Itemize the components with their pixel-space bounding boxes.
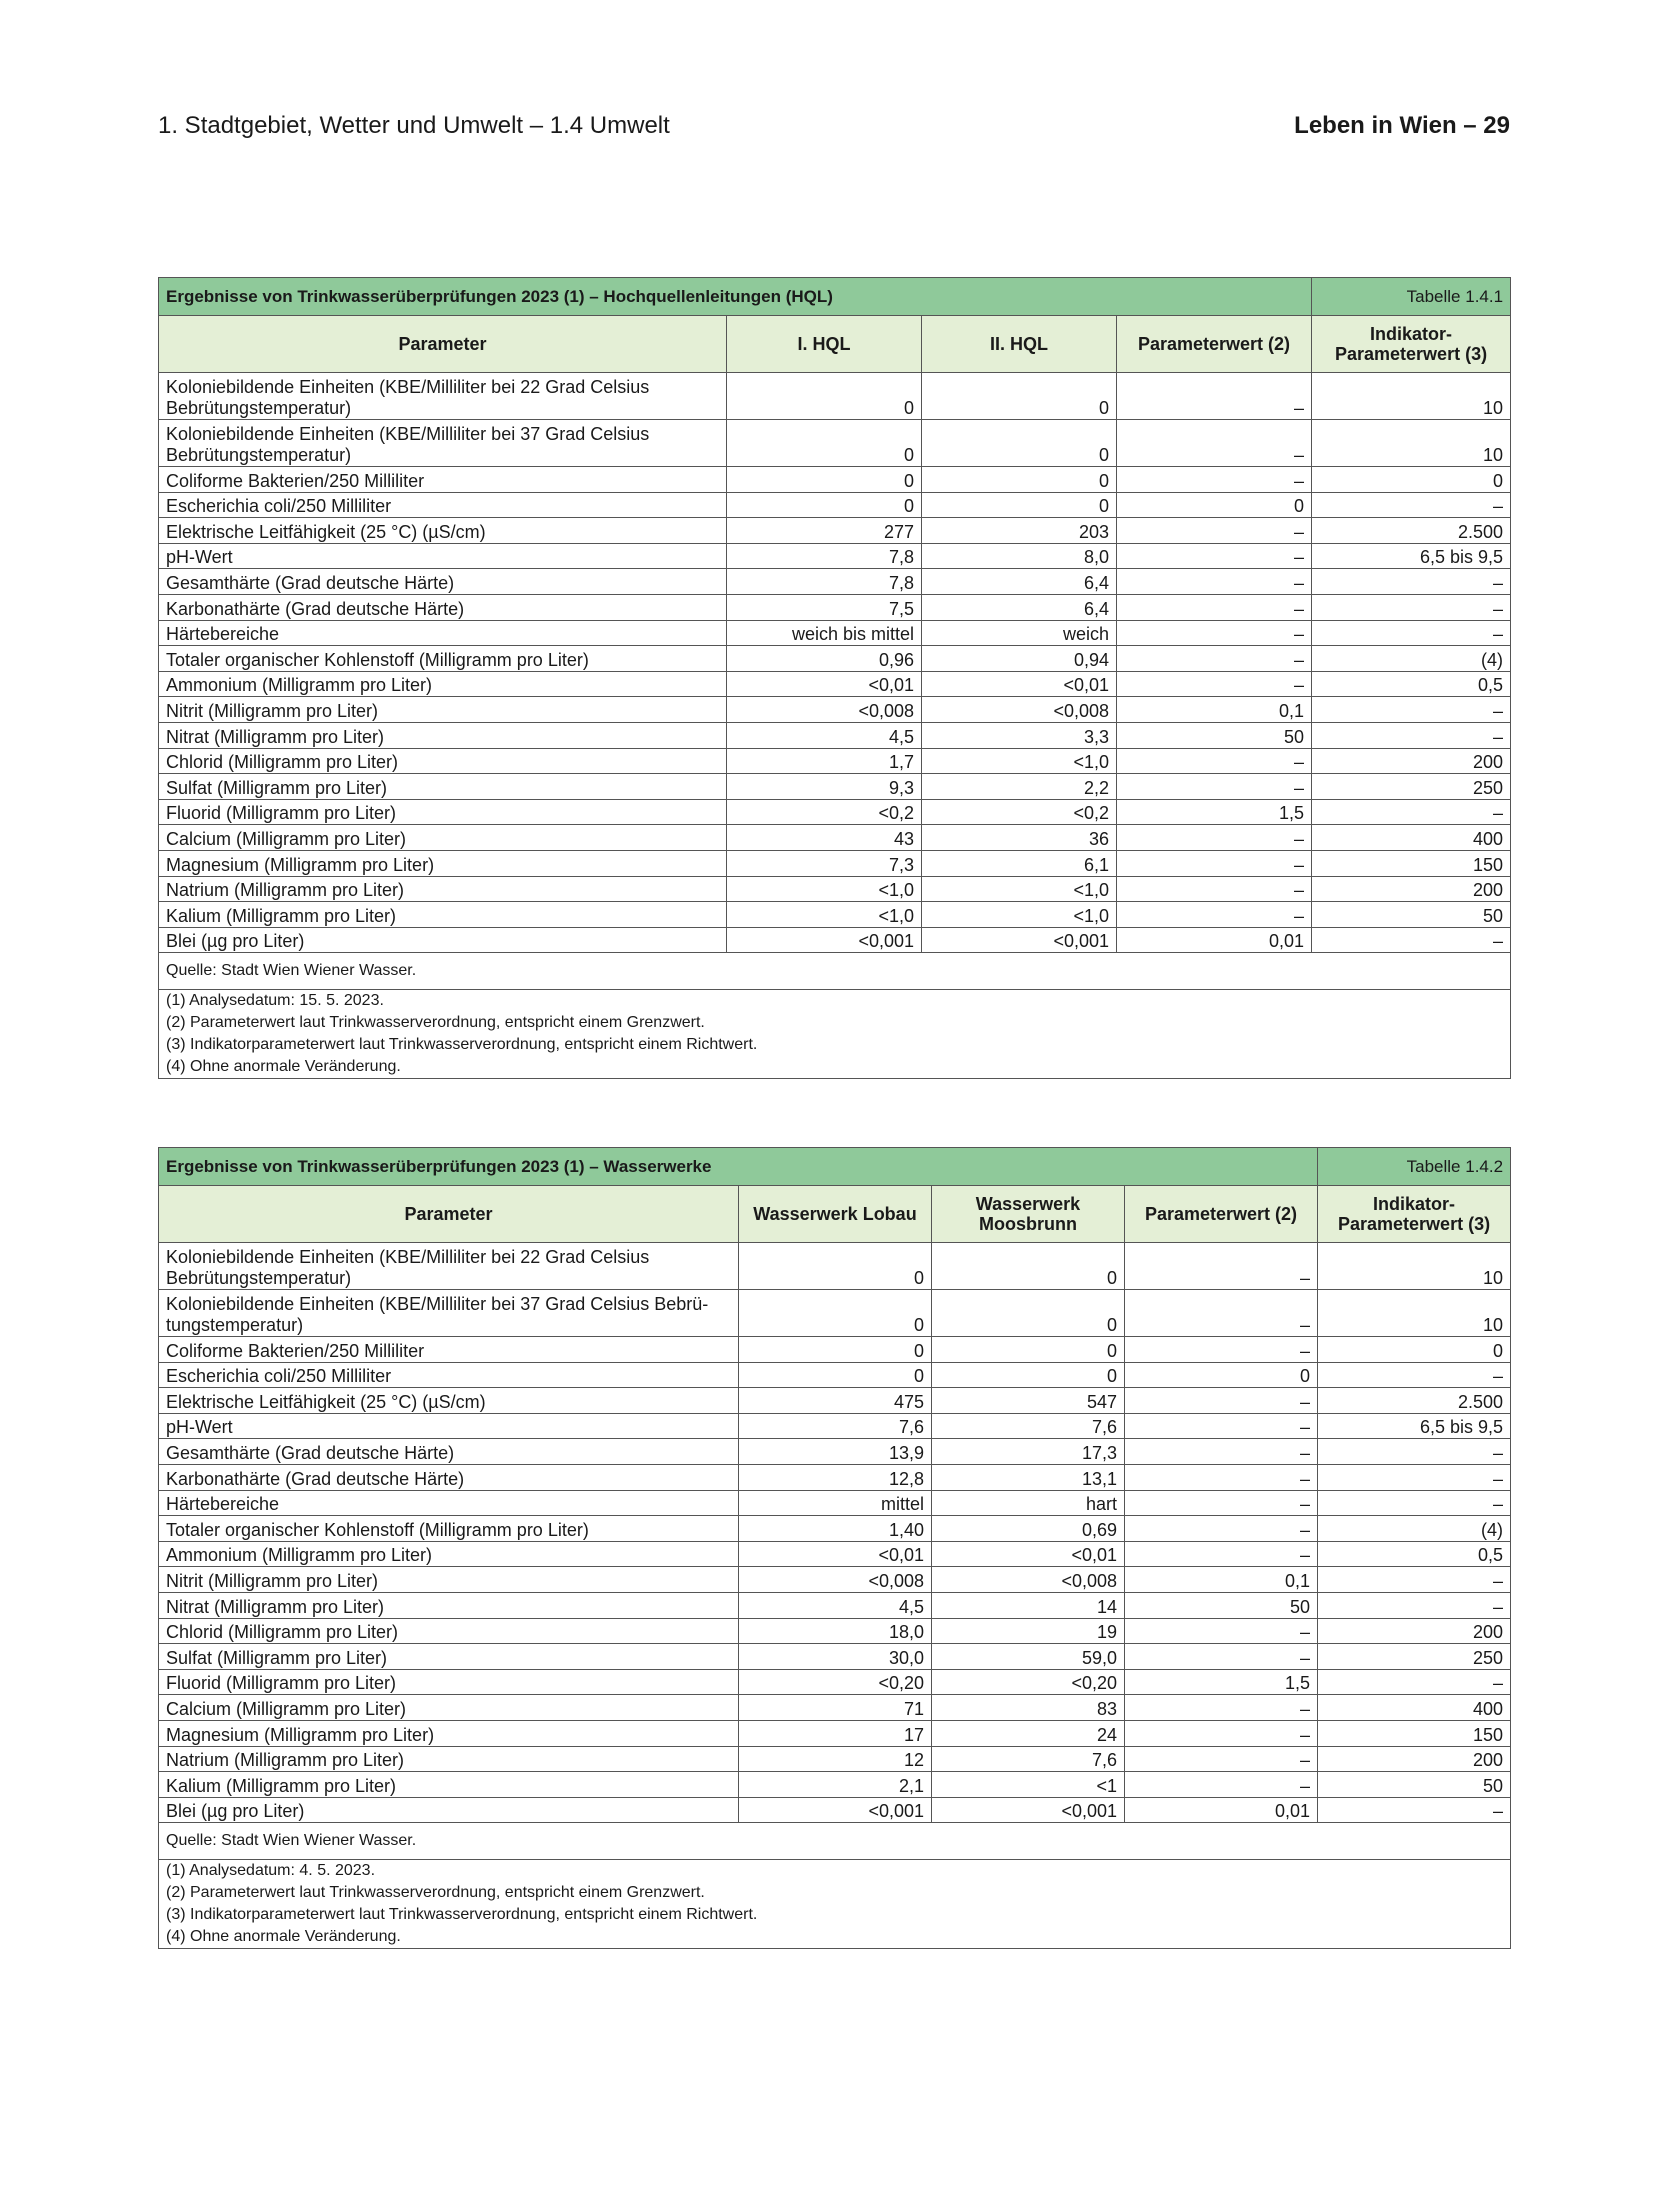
value-cell: 0 (1125, 1362, 1318, 1388)
table-row (159, 902, 1511, 928)
table-row (159, 1746, 1511, 1772)
value-cell: – (1117, 594, 1312, 620)
value-cell: 0 (727, 420, 922, 467)
value-cell: – (1318, 1464, 1511, 1490)
value-cell: 0 (739, 1337, 932, 1363)
parameter-cell: Calcium (Milligramm pro Liter) (159, 1695, 739, 1721)
parameter-cell: Gesamthärte (Grad deutsche Härte) (159, 569, 727, 595)
footnote: (2) Parameterwert laut Trinkwasserverordnung, entspricht einem Grenzwert. (166, 1014, 705, 1032)
parameter-cell: Totaler organischer Kohlenstoff (Milligramm pro Liter) (159, 1516, 739, 1542)
parameter-cell: Ammonium (Milligramm pro Liter) (159, 1541, 739, 1567)
table-row (159, 646, 1511, 672)
table-row (159, 1337, 1511, 1363)
value-cell: <1,0 (922, 876, 1117, 902)
value-cell: <0,20 (739, 1669, 932, 1695)
value-cell: – (1117, 518, 1312, 544)
table-row (159, 1541, 1511, 1567)
value-cell: – (1125, 1439, 1318, 1465)
value-cell: – (1312, 569, 1511, 595)
value-cell: 2.500 (1312, 518, 1511, 544)
parameter-cell: Coliforme Bakterien/250 Milliliter (159, 467, 727, 493)
value-cell: <0,01 (739, 1541, 932, 1567)
value-cell: 14 (932, 1592, 1125, 1618)
value-cell: – (1125, 1516, 1318, 1542)
parameter-cell: Elektrische Leitfähigkeit (25 °C) (µS/cm) (159, 1388, 739, 1414)
value-cell: 10 (1318, 1243, 1511, 1290)
value-cell: – (1125, 1337, 1318, 1363)
value-cell: 7,6 (739, 1413, 932, 1439)
table-hql (158, 277, 1510, 1079)
value-cell: 1,7 (727, 748, 922, 774)
value-cell: – (1117, 620, 1312, 646)
value-cell: hart (932, 1490, 1125, 1516)
table-number: Tabelle 1.4.2 (1318, 1148, 1511, 1186)
table-row (159, 748, 1511, 774)
value-cell: 200 (1312, 748, 1511, 774)
value-cell: 0 (1312, 467, 1511, 493)
value-cell: <1,0 (727, 902, 922, 928)
parameter-cell: Blei (µg pro Liter) (159, 1797, 739, 1823)
column-header: II. HQL (922, 316, 1117, 373)
value-cell: – (1318, 1797, 1511, 1823)
value-cell: 13,9 (739, 1439, 932, 1465)
value-cell: – (1312, 927, 1511, 953)
value-cell: 7,5 (727, 594, 922, 620)
value-cell: 83 (932, 1695, 1125, 1721)
value-cell: 0 (932, 1290, 1125, 1337)
column-header: Parameterwert (2) (1117, 316, 1312, 373)
data-table (158, 1147, 1511, 1949)
table-source: Quelle: Stadt Wien Wiener Wasser. (159, 953, 1511, 990)
table-row (159, 927, 1511, 953)
value-cell: 1,5 (1117, 799, 1312, 825)
value-cell: <0,001 (739, 1797, 932, 1823)
value-cell: 7,8 (727, 543, 922, 569)
value-cell: – (1318, 1490, 1511, 1516)
column-header: I. HQL (727, 316, 922, 373)
value-cell: 3,3 (922, 722, 1117, 748)
parameter-cell: Karbonathärte (Grad deutsche Härte) (159, 1464, 739, 1490)
parameter-cell: Totaler organischer Kohlenstoff (Milligramm pro Liter) (159, 646, 727, 672)
parameter-cell: Escherichia coli/250 Milliliter (159, 492, 727, 518)
value-cell: 17 (739, 1720, 932, 1746)
table-row (159, 850, 1511, 876)
table-row (159, 1243, 1511, 1290)
column-header: Wasserwerk Lobau (739, 1186, 932, 1243)
value-cell: 7,8 (727, 569, 922, 595)
value-cell: 0,1 (1125, 1567, 1318, 1593)
value-cell: <0,01 (932, 1541, 1125, 1567)
parameter-cell: pH-Wert (159, 543, 727, 569)
value-cell: 8,0 (922, 543, 1117, 569)
parameter-cell: Koloniebildende Einheiten (KBE/Milliliter bei 22 Grad Celsius Bebrütungstemperatur) (159, 373, 727, 420)
value-cell: – (1117, 850, 1312, 876)
value-cell: 0 (922, 467, 1117, 493)
value-cell: 36 (922, 825, 1117, 851)
table-row (159, 1464, 1511, 1490)
value-cell: 400 (1312, 825, 1511, 851)
value-cell: 2.500 (1318, 1388, 1511, 1414)
value-cell: 10 (1312, 373, 1511, 420)
value-cell: – (1125, 1772, 1318, 1798)
value-cell: 24 (932, 1720, 1125, 1746)
table-row (159, 420, 1511, 467)
parameter-cell: Magnesium (Milligramm pro Liter) (159, 1720, 739, 1746)
parameter-cell: Coliforme Bakterien/250 Milliliter (159, 1337, 739, 1363)
value-cell: 6,5 bis 9,5 (1312, 543, 1511, 569)
parameter-cell: Calcium (Milligramm pro Liter) (159, 825, 727, 851)
value-cell: – (1125, 1541, 1318, 1567)
parameter-cell: Nitrit (Milligramm pro Liter) (159, 1567, 739, 1593)
value-cell: weich bis mittel (727, 620, 922, 646)
value-cell: 50 (1318, 1772, 1511, 1798)
value-cell: 0 (727, 467, 922, 493)
parameter-cell: Sulfat (Milligramm pro Liter) (159, 774, 727, 800)
value-cell: – (1125, 1464, 1318, 1490)
table-row (159, 722, 1511, 748)
parameter-cell: Koloniebildende Einheiten (KBE/Milliliter bei 37 Grad Celsius Bebrütungstemperatur) (159, 420, 727, 467)
value-cell: 0,5 (1318, 1541, 1511, 1567)
table-row (159, 1669, 1511, 1695)
value-cell: – (1312, 799, 1511, 825)
table-row (159, 1490, 1511, 1516)
value-cell: 17,3 (932, 1439, 1125, 1465)
value-cell: – (1125, 1695, 1318, 1721)
value-cell: – (1312, 492, 1511, 518)
table-row (159, 1567, 1511, 1593)
parameter-cell: Nitrit (Milligramm pro Liter) (159, 697, 727, 723)
value-cell: 2,1 (739, 1772, 932, 1798)
table-number: Tabelle 1.4.1 (1312, 278, 1511, 316)
footnote: (4) Ohne anormale Veränderung. (166, 1058, 401, 1076)
table-row (159, 543, 1511, 569)
value-cell: – (1117, 467, 1312, 493)
value-cell: 6,5 bis 9,5 (1318, 1413, 1511, 1439)
data-table (158, 277, 1511, 1079)
value-cell: 43 (727, 825, 922, 851)
value-cell: – (1117, 646, 1312, 672)
value-cell: 12 (739, 1746, 932, 1772)
table-wasserwerke (158, 1147, 1510, 1949)
parameter-cell: Fluorid (Milligramm pro Liter) (159, 799, 727, 825)
value-cell: – (1117, 774, 1312, 800)
value-cell: <1 (932, 1772, 1125, 1798)
value-cell: 18,0 (739, 1618, 932, 1644)
value-cell: 0 (922, 420, 1117, 467)
value-cell: 0,01 (1125, 1797, 1318, 1823)
value-cell: 0 (922, 373, 1117, 420)
table-row (159, 518, 1511, 544)
value-cell: weich (922, 620, 1117, 646)
value-cell: 547 (932, 1388, 1125, 1414)
parameter-cell: Chlorid (Milligramm pro Liter) (159, 748, 727, 774)
value-cell: 400 (1318, 1695, 1511, 1721)
value-cell: 0,69 (932, 1516, 1125, 1542)
value-cell: – (1125, 1290, 1318, 1337)
value-cell: 0 (739, 1290, 932, 1337)
value-cell: 7,3 (727, 850, 922, 876)
parameter-cell: Natrium (Milligramm pro Liter) (159, 876, 727, 902)
value-cell: 0 (1318, 1337, 1511, 1363)
footnote: (4) Ohne anormale Veränderung. (166, 1928, 401, 1946)
parameter-cell: Escherichia coli/250 Milliliter (159, 1362, 739, 1388)
column-header: Parameter (159, 1186, 739, 1243)
table-row (159, 569, 1511, 595)
value-cell: 6,4 (922, 594, 1117, 620)
column-header: Indikator- Parameterwert (3) (1318, 1186, 1511, 1243)
value-cell: – (1117, 543, 1312, 569)
parameter-cell: Koloniebildende Einheiten (KBE/Milliliter bei 37 Grad Celsius Bebrü- tungstemperatur) (159, 1290, 739, 1337)
value-cell: – (1125, 1746, 1318, 1772)
value-cell: 0 (739, 1243, 932, 1290)
value-cell: 50 (1125, 1592, 1318, 1618)
value-cell: <0,008 (922, 697, 1117, 723)
value-cell: 150 (1312, 850, 1511, 876)
value-cell: <0,001 (932, 1797, 1125, 1823)
value-cell: <0,001 (922, 927, 1117, 953)
parameter-cell: Blei (µg pro Liter) (159, 927, 727, 953)
value-cell: 1,5 (1125, 1669, 1318, 1695)
value-cell: 0 (932, 1243, 1125, 1290)
table-row (159, 1413, 1511, 1439)
value-cell: – (1312, 620, 1511, 646)
table-title: Ergebnisse von Trinkwasserüberprüfungen 2023 (1) – Wasserwerke (159, 1148, 1318, 1186)
value-cell: – (1117, 876, 1312, 902)
parameter-cell: Härtebereiche (159, 1490, 739, 1516)
value-cell: 0 (727, 373, 922, 420)
value-cell: – (1117, 569, 1312, 595)
value-cell: 19 (932, 1618, 1125, 1644)
parameter-cell: Koloniebildende Einheiten (KBE/Milliliter bei 22 Grad Celsius Bebrütungstemperatur) (159, 1243, 739, 1290)
parameter-cell: Chlorid (Milligramm pro Liter) (159, 1618, 739, 1644)
value-cell: – (1117, 748, 1312, 774)
value-cell: 0 (727, 492, 922, 518)
value-cell: 200 (1312, 876, 1511, 902)
value-cell: 0 (932, 1362, 1125, 1388)
parameter-cell: Fluorid (Milligramm pro Liter) (159, 1669, 739, 1695)
value-cell: 150 (1318, 1720, 1511, 1746)
value-cell: mittel (739, 1490, 932, 1516)
value-cell: – (1125, 1490, 1318, 1516)
value-cell: 7,6 (932, 1746, 1125, 1772)
table-row (159, 671, 1511, 697)
value-cell: <0,20 (932, 1669, 1125, 1695)
value-cell: 200 (1318, 1746, 1511, 1772)
value-cell: – (1318, 1567, 1511, 1593)
value-cell: <1,0 (727, 876, 922, 902)
value-cell: 10 (1318, 1290, 1511, 1337)
table-notes (159, 990, 1511, 1079)
table-row (159, 620, 1511, 646)
parameter-cell: Gesamthärte (Grad deutsche Härte) (159, 1439, 739, 1465)
table-row (159, 1797, 1511, 1823)
value-cell: <0,2 (922, 799, 1117, 825)
value-cell: – (1117, 902, 1312, 928)
value-cell: – (1318, 1669, 1511, 1695)
value-cell: – (1318, 1362, 1511, 1388)
page-header (158, 112, 1510, 140)
column-header: Indikator- Parameterwert (3) (1312, 316, 1511, 373)
value-cell: 0 (1117, 492, 1312, 518)
value-cell: 475 (739, 1388, 932, 1414)
value-cell: – (1125, 1388, 1318, 1414)
value-cell: 0,5 (1312, 671, 1511, 697)
value-cell: – (1125, 1720, 1318, 1746)
table-row (159, 492, 1511, 518)
value-cell: <0,2 (727, 799, 922, 825)
value-cell: 13,1 (932, 1464, 1125, 1490)
table-row (159, 1772, 1511, 1798)
table-row (159, 1644, 1511, 1670)
value-cell: – (1117, 373, 1312, 420)
table-row (159, 467, 1511, 493)
value-cell: <0,008 (727, 697, 922, 723)
value-cell: <0,01 (922, 671, 1117, 697)
parameter-cell: Nitrat (Milligramm pro Liter) (159, 1592, 739, 1618)
value-cell: – (1125, 1618, 1318, 1644)
parameter-cell: Ammonium (Milligramm pro Liter) (159, 671, 727, 697)
value-cell: 0,01 (1117, 927, 1312, 953)
parameter-cell: Sulfat (Milligramm pro Liter) (159, 1644, 739, 1670)
footnote: (1) Analysedatum: 4. 5. 2023. (166, 1862, 376, 1880)
value-cell: 250 (1312, 774, 1511, 800)
parameter-cell: pH-Wert (159, 1413, 739, 1439)
value-cell: <0,008 (739, 1567, 932, 1593)
parameter-cell: Nitrat (Milligramm pro Liter) (159, 722, 727, 748)
table-row (159, 1439, 1511, 1465)
page-number: Leben in Wien – 29 (1294, 112, 1510, 139)
value-cell: 1,40 (739, 1516, 932, 1542)
value-cell: 0 (922, 492, 1117, 518)
value-cell: – (1117, 420, 1312, 467)
table-row (159, 1695, 1511, 1721)
value-cell: 59,0 (932, 1644, 1125, 1670)
table-row (159, 876, 1511, 902)
value-cell: 0 (932, 1337, 1125, 1363)
value-cell: – (1318, 1439, 1511, 1465)
footnote: (2) Parameterwert laut Trinkwasserverordnung, entspricht einem Grenzwert. (166, 1884, 705, 1902)
table-title: Ergebnisse von Trinkwasserüberprüfungen 2023 (1) – Hochquellenleitungen (HQL) (159, 278, 1312, 316)
value-cell: <0,01 (727, 671, 922, 697)
value-cell: 6,1 (922, 850, 1117, 876)
table-row (159, 1720, 1511, 1746)
footnote: (3) Indikatorparameterwert laut Trinkwasserverordnung, entspricht einem Richtwert. (166, 1036, 758, 1054)
table-row (159, 825, 1511, 851)
table-row (159, 594, 1511, 620)
column-header: Parameterwert (2) (1125, 1186, 1318, 1243)
value-cell: 2,2 (922, 774, 1117, 800)
value-cell: (4) (1318, 1516, 1511, 1542)
value-cell: 50 (1117, 722, 1312, 748)
value-cell: – (1125, 1243, 1318, 1290)
value-cell: 0 (739, 1362, 932, 1388)
value-cell: 0,94 (922, 646, 1117, 672)
value-cell: 200 (1318, 1618, 1511, 1644)
value-cell: 0,96 (727, 646, 922, 672)
value-cell: – (1117, 671, 1312, 697)
value-cell: – (1125, 1644, 1318, 1670)
value-cell: 30,0 (739, 1644, 932, 1670)
value-cell: – (1312, 594, 1511, 620)
table-row (159, 697, 1511, 723)
value-cell: – (1312, 697, 1511, 723)
table-source: Quelle: Stadt Wien Wiener Wasser. (159, 1823, 1511, 1860)
parameter-cell: Karbonathärte (Grad deutsche Härte) (159, 594, 727, 620)
value-cell: 71 (739, 1695, 932, 1721)
value-cell: – (1318, 1592, 1511, 1618)
value-cell: 10 (1312, 420, 1511, 467)
table-row (159, 1516, 1511, 1542)
value-cell: 4,5 (727, 722, 922, 748)
value-cell: – (1117, 825, 1312, 851)
table-row (159, 1362, 1511, 1388)
column-header: Wasserwerk Moosbrunn (932, 1186, 1125, 1243)
parameter-cell: Kalium (Milligramm pro Liter) (159, 1772, 739, 1798)
value-cell: 0,1 (1117, 697, 1312, 723)
value-cell: <1,0 (922, 748, 1117, 774)
value-cell: 250 (1318, 1644, 1511, 1670)
footnote: (3) Indikatorparameterwert laut Trinkwasserverordnung, entspricht einem Richtwert. (166, 1906, 758, 1924)
value-cell: 6,4 (922, 569, 1117, 595)
value-cell: 7,6 (932, 1413, 1125, 1439)
value-cell: – (1312, 722, 1511, 748)
table-row (159, 1290, 1511, 1337)
value-cell: 4,5 (739, 1592, 932, 1618)
table-row (159, 799, 1511, 825)
table-notes (159, 1860, 1511, 1949)
parameter-cell: Natrium (Milligramm pro Liter) (159, 1746, 739, 1772)
table-row (159, 1388, 1511, 1414)
value-cell: 203 (922, 518, 1117, 544)
table-row (159, 774, 1511, 800)
parameter-cell: Kalium (Milligramm pro Liter) (159, 902, 727, 928)
footnote: (1) Analysedatum: 15. 5. 2023. (166, 992, 384, 1010)
value-cell: 50 (1312, 902, 1511, 928)
column-header: Parameter (159, 316, 727, 373)
value-cell: 9,3 (727, 774, 922, 800)
value-cell: 277 (727, 518, 922, 544)
value-cell: <1,0 (922, 902, 1117, 928)
table-row (159, 1618, 1511, 1644)
value-cell: 12,8 (739, 1464, 932, 1490)
value-cell: <0,008 (932, 1567, 1125, 1593)
value-cell: – (1125, 1413, 1318, 1439)
value-cell: <0,001 (727, 927, 922, 953)
table-row (159, 1592, 1511, 1618)
section-title: 1. Stadtgebiet, Wetter und Umwelt – 1.4 Umwelt (158, 112, 670, 139)
parameter-cell: Elektrische Leitfähigkeit (25 °C) (µS/cm) (159, 518, 727, 544)
parameter-cell: Härtebereiche (159, 620, 727, 646)
value-cell: (4) (1312, 646, 1511, 672)
table-row (159, 373, 1511, 420)
parameter-cell: Magnesium (Milligramm pro Liter) (159, 850, 727, 876)
